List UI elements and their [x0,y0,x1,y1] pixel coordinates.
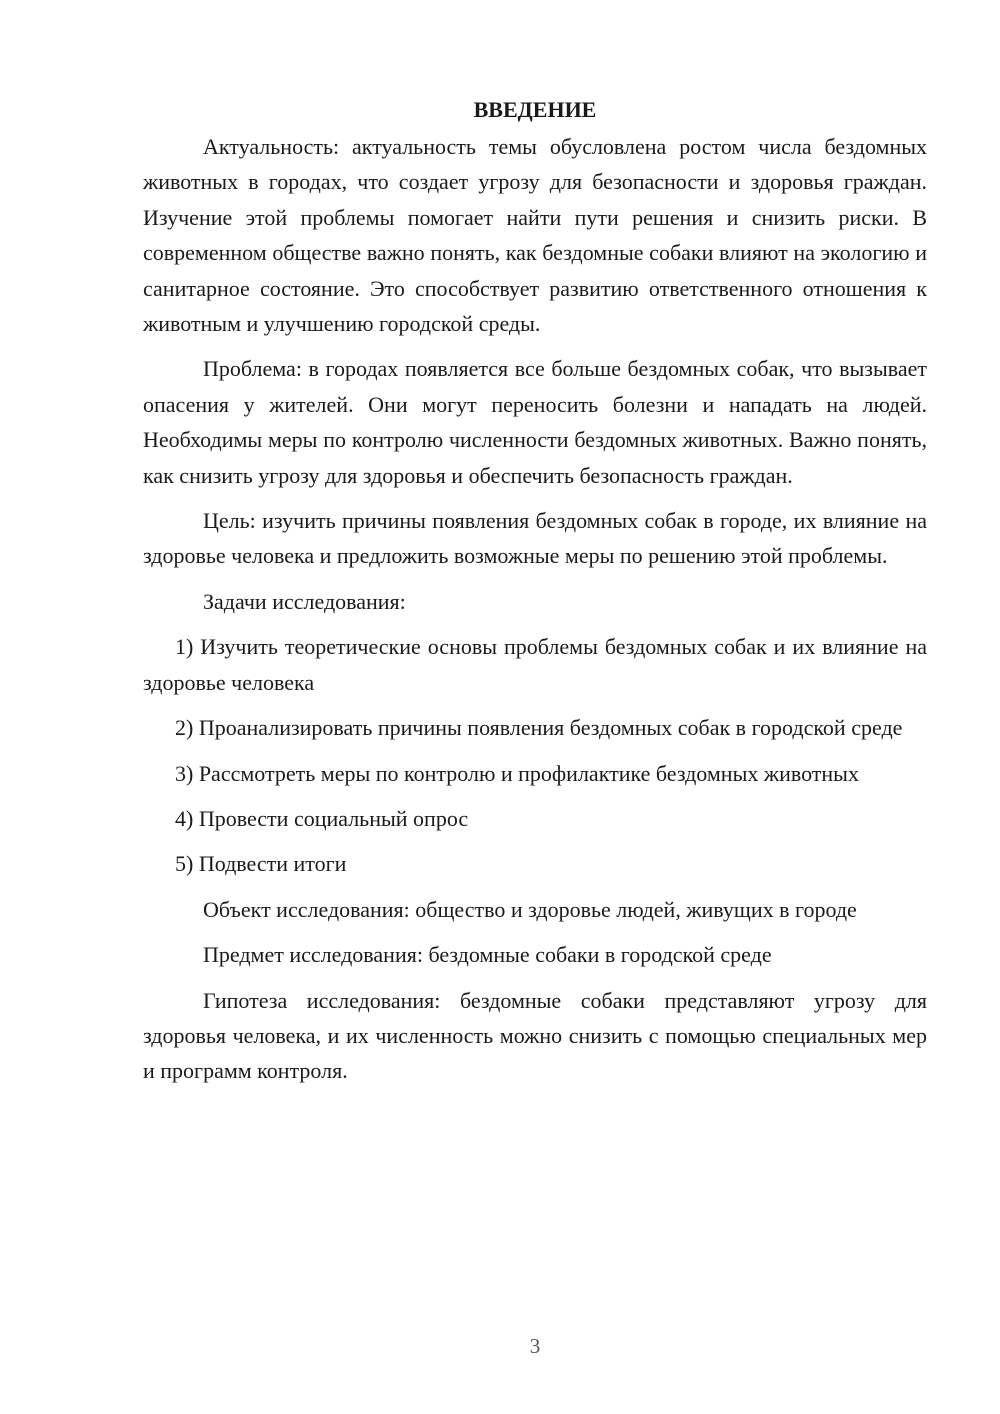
task-item-2: 2) Проанализировать причины появления бездомных собак в городской среде [175,715,903,741]
goal-paragraph: Цель: изучить причины появления бездомных собак в городе, их влияние на здоровье человека и предложить возможные меры по решению этой проблемы. [143,508,927,569]
task-item-3: 3) Рассмотреть меры по контролю и профилактике бездомных животных [175,760,859,786]
object-paragraph: Объект исследования: общество и здоровье людей, живущих в городе [203,896,857,922]
task-item-4: 4) Провести социальный опрос [175,805,469,831]
problem-paragraph: Проблема: в городах появляется все больше бездомных собак, что вызывает опасения у жителей. Они могут переносить болезни и нападать на людей. Необходимы меры по контролю численности бездомных животных. Важно понять, как снизить угрозу для здоровья и обеспечить безопасность граждан. [143,356,927,488]
task-item-5: 5) Подвести итоги [175,851,347,877]
page-title: ВВЕДЕНИЕ [473,97,597,122]
hypothesis-paragraph: Гипотеза исследования: бездомные собаки представляют угрозу для здоровья человека, и их численность можно снизить с помощью специальных мер и программ контроля. [143,987,927,1084]
document-page [143,95,927,1089]
task-item-1: 1) Изучить теоретические основы проблемы бездомных собак и их влияние на здоровье человека [143,634,927,695]
subject-paragraph: Предмет исследования: бездомные собаки в городской среде [203,942,772,968]
relevance-paragraph: Актуальность: актуальность темы обусловлена ростом числа бездомных животных в городах, что создает угрозу для безопасности и здоровья граждан. Изучение этой проблемы помогает найти пути решения и снизить риски. В современном обществе важно понять, как бездомные собаки влияют на экологию и санитарное состояние. Это способствует развитию ответственного отношения к животным и улучшению городской среды. [143,134,927,337]
page-number: 3 [529,1334,541,1358]
tasks-heading: Задачи исследования: [203,588,406,614]
